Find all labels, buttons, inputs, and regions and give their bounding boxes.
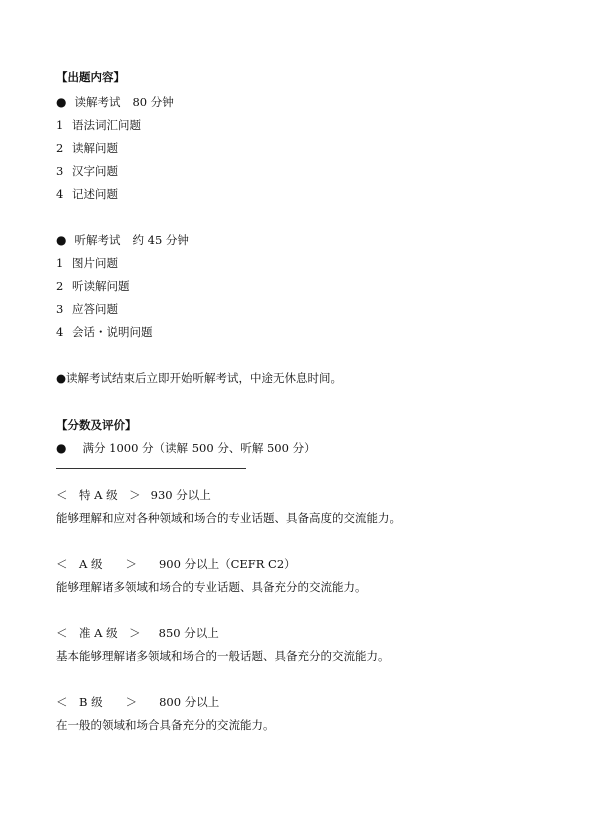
level-score: 930 分以上 bbox=[150, 488, 211, 502]
list-item: 4 会话・说明问题 bbox=[56, 325, 153, 339]
level-label: ＜ 准 A 级 ＞ bbox=[56, 626, 141, 640]
level-description: 在一般的领域和场合具备充分的交流能力。 bbox=[56, 718, 275, 732]
section-title-content: 【出题内容】 bbox=[56, 70, 125, 84]
exam-note: ●读解考试结束后立即开始听解考试，中途无休息时间。 bbox=[56, 371, 343, 385]
bullet-icon: ● bbox=[56, 441, 67, 455]
level-score: 850 分以上 bbox=[158, 626, 219, 640]
listening-exam-label: 听解考试 bbox=[74, 233, 121, 247]
bullet-icon: ● bbox=[56, 233, 67, 247]
list-item: 1 图片问题 bbox=[56, 256, 118, 270]
level-label: ＜ A 级 ＞ bbox=[56, 557, 137, 571]
total-score-text: 满分 1000 分（读解 500 分、听解 500 分） bbox=[82, 441, 316, 455]
level-score: 900 分以上（CEFR C2） bbox=[158, 557, 296, 571]
list-item: 3 应答问题 bbox=[56, 302, 118, 316]
list-item: 3 汉字问题 bbox=[56, 164, 118, 178]
level-description: 基本能够理解诸多领域和场合的一般话题、具备充分的交流能力。 bbox=[56, 649, 390, 663]
list-item: 1 语法词汇问题 bbox=[56, 118, 141, 132]
reading-exam-label: 读解考试 bbox=[74, 95, 121, 109]
listening-exam-time: 约 45 分钟 bbox=[132, 233, 189, 247]
level-header bbox=[56, 488, 211, 502]
level-header bbox=[56, 626, 219, 640]
list-item: 2 读解问题 bbox=[56, 141, 118, 155]
listening-exam-header bbox=[56, 233, 189, 247]
level-header bbox=[56, 557, 296, 571]
list-item: 4 记述问题 bbox=[56, 187, 118, 201]
level-label: ＜ B 级 ＞ bbox=[56, 695, 138, 709]
level-label: ＜ 特 A 级 ＞ bbox=[56, 488, 141, 502]
level-description: 能够理解诸多领域和场合的专业话题、具备充分的交流能力。 bbox=[56, 580, 367, 594]
total-score bbox=[56, 441, 316, 455]
divider bbox=[56, 468, 246, 469]
reading-exam-time: 80 分钟 bbox=[132, 95, 174, 109]
list-item: 2 听读解问题 bbox=[56, 279, 130, 293]
reading-exam-header bbox=[56, 95, 174, 109]
section-title-score: 【分数及评价】 bbox=[56, 418, 137, 432]
level-header bbox=[56, 695, 219, 709]
level-description: 能够理解和应对各种领域和场合的专业话题、具备高度的交流能力。 bbox=[56, 511, 401, 525]
bullet-icon: ● bbox=[56, 95, 67, 109]
level-score: 800 分以上 bbox=[159, 695, 220, 709]
